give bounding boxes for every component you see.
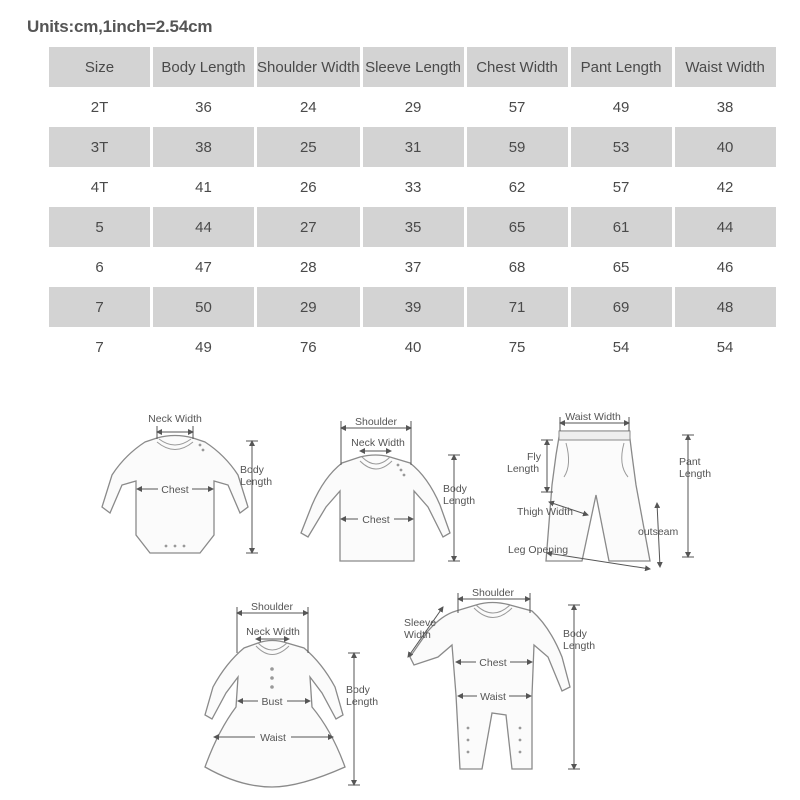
pants-fly-length-label: Length	[507, 463, 540, 475]
table-cell: 40	[404, 338, 422, 356]
table-cell: 7	[95, 338, 104, 356]
sweater-shoulder-label: Shoulder	[354, 416, 398, 428]
dress-waist-label: Waist	[260, 732, 286, 744]
table-cell: 75	[508, 338, 526, 356]
sweater-chest-label: Chest	[362, 514, 390, 526]
table-cell: 28	[299, 258, 317, 276]
table-cell: 44	[675, 207, 776, 247]
table-row	[49, 247, 776, 287]
table-cell: 37	[404, 258, 422, 276]
table-cell: 35	[363, 207, 464, 247]
table-cell: 2T	[90, 98, 109, 116]
table-cell: 54	[612, 338, 630, 356]
table-header-row	[49, 47, 776, 87]
dress-diagram	[205, 601, 378, 787]
table-cell: 31	[363, 127, 464, 167]
romper-shoulder-label: Shoulder	[471, 587, 515, 599]
table-cell: 6	[95, 258, 104, 276]
table-cell: 25	[257, 127, 360, 167]
bodysuit-neck-width-label: Neck Width	[148, 413, 202, 425]
table-cell: 65	[467, 207, 568, 247]
table-row	[49, 127, 776, 167]
romper-sleeve-label: Sleeve	[404, 617, 437, 629]
table-cell: 42	[716, 178, 734, 196]
romper-body-label: Body	[563, 628, 587, 640]
table-cell: 38	[153, 127, 254, 167]
table-cell: 49	[612, 98, 630, 116]
table-header-cell: Shoulder Width	[257, 47, 360, 87]
bodysuit-body-label: Body	[240, 464, 264, 476]
table-cell: 76	[299, 338, 317, 356]
romper-chest-label: Chest	[479, 657, 507, 669]
pants-leg-opening-label: Leg Opening	[508, 544, 569, 556]
table-header-cell: Size	[49, 47, 150, 87]
pants-diagram	[507, 411, 711, 569]
table-cell: 39	[363, 287, 464, 327]
dress-shoulder-label: Shoulder	[250, 601, 294, 613]
bodysuit-chest-label: Chest	[161, 484, 189, 496]
table-header-cell: Waist Width	[675, 47, 776, 87]
table-cell: 57	[612, 178, 630, 196]
table-row	[49, 87, 776, 127]
sweater-body-label: Body	[443, 483, 467, 495]
table-cell: 54	[716, 338, 734, 356]
table-cell: 61	[571, 207, 672, 247]
table-row	[49, 167, 776, 207]
units-note: Units:cm,1inch=2.54cm	[27, 17, 213, 36]
table-cell: 24	[299, 98, 317, 116]
table-cell: 68	[508, 258, 526, 276]
table-cell: 4T	[90, 178, 109, 196]
pants-thigh-width-label: Thigh Width	[517, 506, 574, 518]
sweater-length-label: Length	[443, 495, 476, 507]
sweater-neck-width-label: Neck Width	[351, 437, 405, 449]
pants-pant-label: Pant	[679, 456, 701, 468]
table-cell: 44	[153, 207, 254, 247]
bodysuit-length-label: Length	[240, 476, 273, 488]
pants-outseam-label: outseam	[638, 526, 679, 538]
table-cell: 36	[195, 98, 212, 116]
size-chart-table	[46, 47, 779, 367]
table-cell: 26	[299, 178, 317, 196]
table-row	[49, 287, 776, 327]
table-cell: 53	[571, 127, 672, 167]
dress-bust-label: Bust	[261, 696, 283, 708]
romper-waist-label: Waist	[480, 691, 506, 703]
romper-diagram	[404, 587, 595, 769]
table-cell: 27	[257, 207, 360, 247]
table-cell: 57	[508, 98, 526, 116]
table-cell: 3T	[49, 127, 150, 167]
table-cell: 59	[467, 127, 568, 167]
table-cell: 29	[257, 287, 360, 327]
table-cell: 29	[404, 98, 422, 116]
romper-length-label: Length	[563, 640, 596, 652]
table-header-cell: Body Length	[153, 47, 254, 87]
table-cell: 5	[49, 207, 150, 247]
sweater-diagram	[301, 416, 475, 561]
table-header-cell: Chest Width	[467, 47, 568, 87]
table-cell: 69	[571, 287, 672, 327]
table-row	[49, 207, 776, 247]
table-cell: 46	[716, 258, 734, 276]
table-cell: 38	[716, 98, 734, 116]
table-header-cell: Pant Length	[571, 47, 672, 87]
dress-neck-width-label: Neck Width	[246, 626, 300, 638]
table-cell: 65	[612, 258, 630, 276]
table-cell: 47	[195, 258, 212, 276]
dress-length-label: Length	[346, 696, 379, 708]
bodysuit-diagram	[102, 413, 272, 553]
pants-waist-width-label: Waist Width	[565, 411, 621, 423]
table-row	[49, 327, 776, 367]
pants-fly-label: Fly	[527, 451, 541, 463]
table-cell: 49	[195, 338, 212, 356]
table-cell: 50	[153, 287, 254, 327]
table-cell: 71	[467, 287, 568, 327]
table-cell: 48	[675, 287, 776, 327]
table-cell: 41	[195, 178, 212, 196]
dress-body-label: Body	[346, 684, 370, 696]
table-cell: 33	[404, 178, 422, 196]
table-header-cell: Sleeve Length	[363, 47, 464, 87]
table-cell: 62	[508, 178, 526, 196]
romper-sleeve-width-label: Width	[404, 629, 431, 641]
table-cell: 7	[49, 287, 150, 327]
pants-pant-length-label: Length	[679, 468, 712, 480]
table-cell: 40	[675, 127, 776, 167]
measurement-diagrams	[0, 395, 800, 795]
